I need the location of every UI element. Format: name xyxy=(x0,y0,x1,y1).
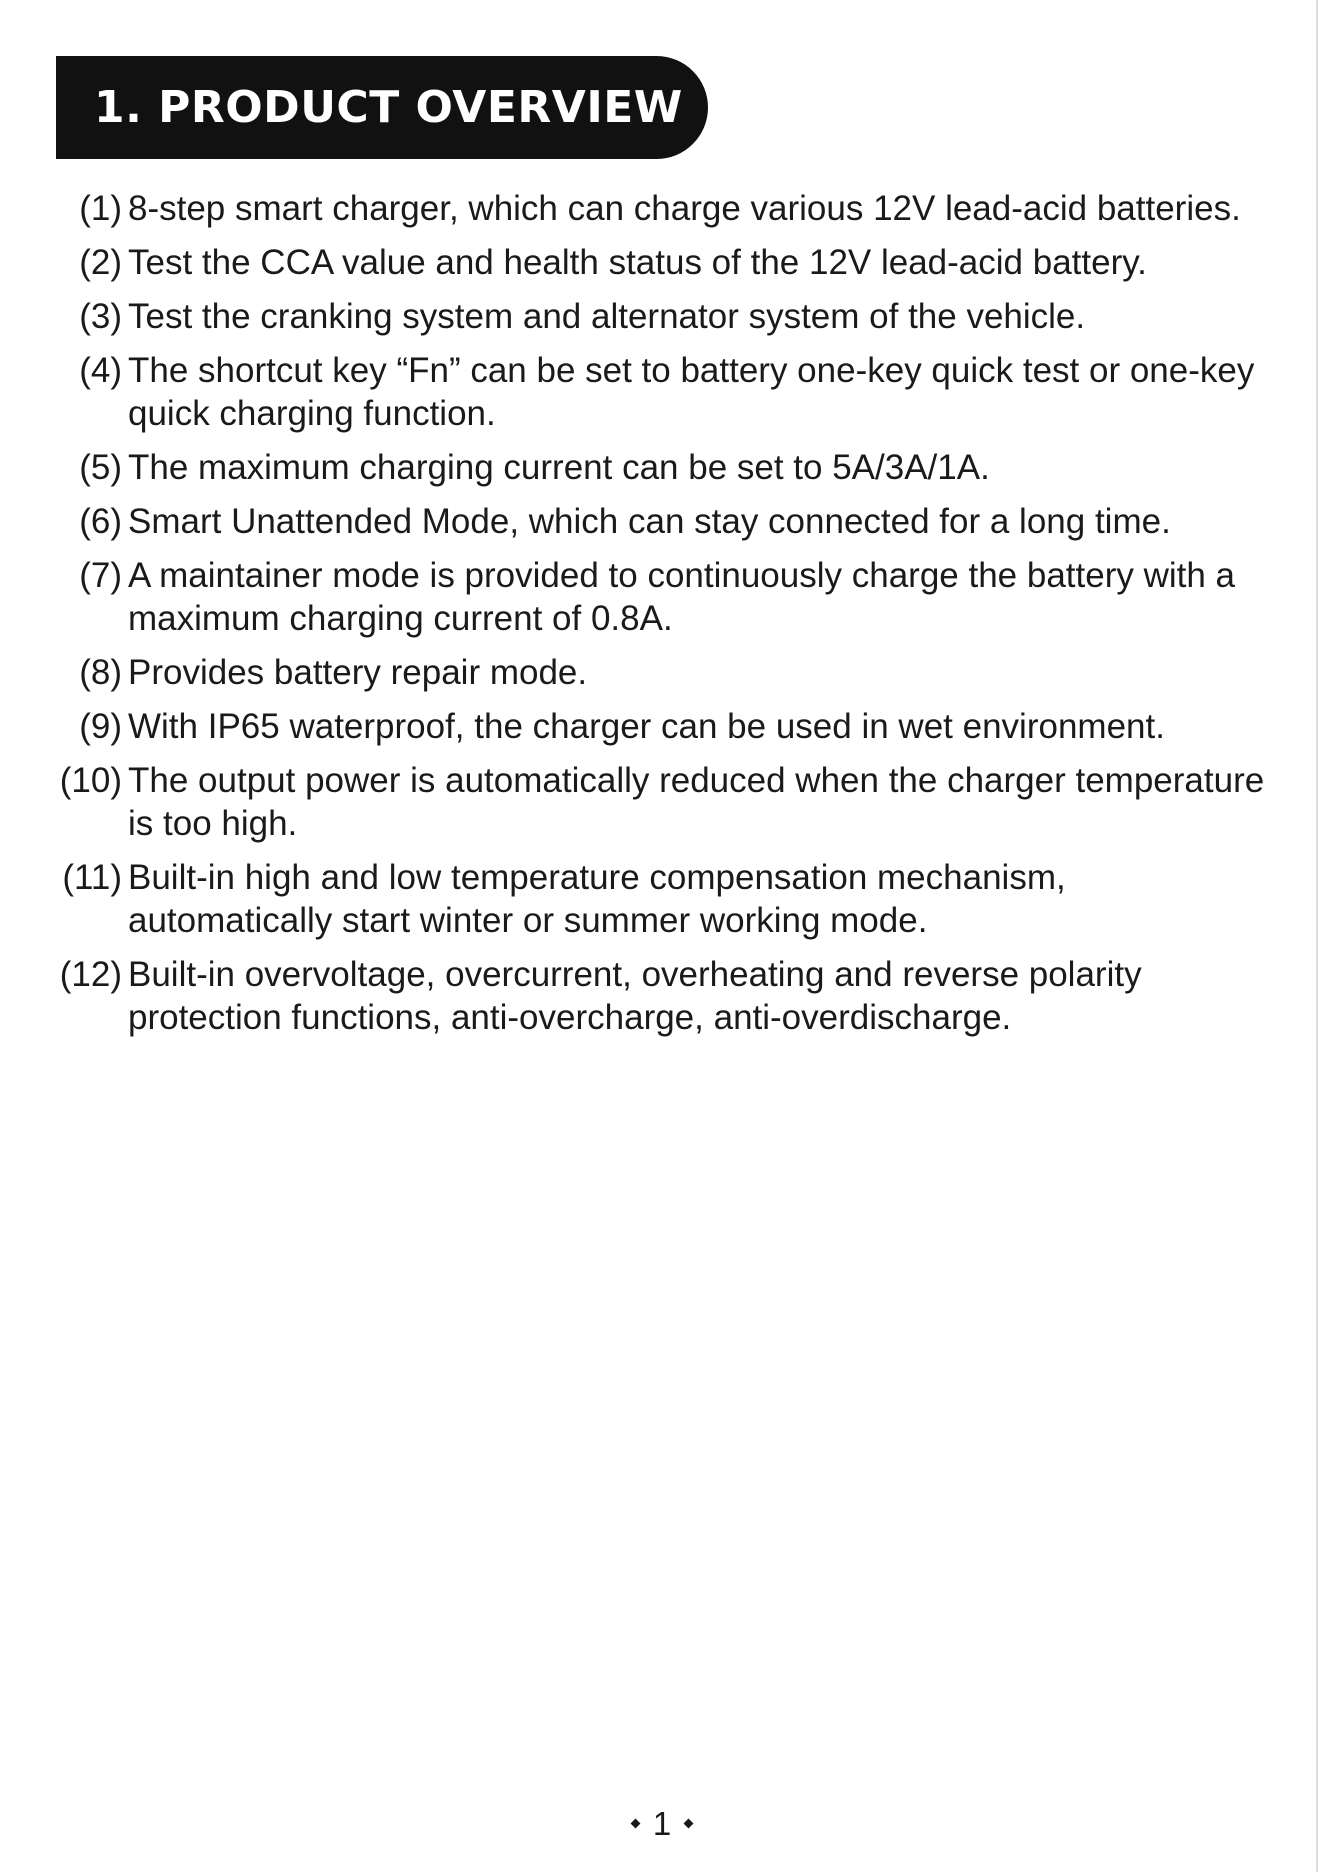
feature-number: (7) xyxy=(79,556,122,595)
feature-text: With IP65 waterproof, the charger can be used in wet environment. xyxy=(128,707,1165,746)
feature-item xyxy=(56,349,1276,435)
feature-list xyxy=(56,187,1276,1050)
feature-text: The maximum charging current can be set to 5A/3A/1A. xyxy=(128,448,990,487)
feature-number: (8) xyxy=(79,653,122,692)
feature-number: (12) xyxy=(59,955,122,994)
feature-item xyxy=(56,500,1276,543)
feature-number: (2) xyxy=(79,243,122,282)
feature-text: 8-step smart charger, which can charge various 12V lead-acid batteries. xyxy=(128,189,1241,228)
section-heading-banner xyxy=(56,56,708,159)
feature-text: Built-in overvoltage, overcurrent, overheating and reverse polarity protection functions, anti-overcharge, anti-overdischarge. xyxy=(128,955,1142,1037)
feature-item xyxy=(56,856,1276,942)
feature-item xyxy=(56,295,1276,338)
feature-number: (4) xyxy=(79,351,122,390)
page-edge-line xyxy=(1316,0,1318,1872)
feature-item xyxy=(56,446,1276,489)
section-heading: 1. PRODUCT OVERVIEW xyxy=(94,82,683,133)
feature-text: Smart Unattended Mode, which can stay connected for a long time. xyxy=(128,502,1171,541)
diamond-bullet-icon xyxy=(684,1818,694,1828)
feature-text: The shortcut key “Fn” can be set to battery one-key quick test or one-key quick charging function. xyxy=(128,351,1255,433)
feature-item xyxy=(56,187,1276,230)
feature-number: (1) xyxy=(79,189,122,228)
page-number: 1 xyxy=(652,1805,672,1842)
diamond-bullet-icon xyxy=(630,1818,640,1828)
feature-number: (10) xyxy=(59,761,122,800)
feature-text: Built-in high and low temperature compensation mechanism, automatically start winter or summer working mode. xyxy=(128,858,1066,940)
page-footer xyxy=(0,1804,1324,1844)
feature-number: (3) xyxy=(79,297,122,336)
feature-text: Test the cranking system and alternator system of the vehicle. xyxy=(128,297,1086,336)
feature-item xyxy=(56,759,1276,845)
feature-item xyxy=(56,554,1276,640)
feature-number: (5) xyxy=(79,448,122,487)
feature-number: (11) xyxy=(62,858,122,897)
feature-text: The output power is automatically reduced when the charger temperature is too high. xyxy=(128,761,1265,843)
feature-text: A maintainer mode is provided to continuously charge the battery with a maximum charging current of 0.8A. xyxy=(128,556,1236,638)
feature-text: Test the CCA value and health status of the 12V lead-acid battery. xyxy=(128,243,1147,282)
feature-item xyxy=(56,651,1276,694)
feature-item xyxy=(56,953,1276,1039)
feature-item xyxy=(56,241,1276,284)
feature-number: (6) xyxy=(79,502,122,541)
feature-text: Provides battery repair mode. xyxy=(128,653,588,692)
feature-item xyxy=(56,705,1276,748)
feature-number: (9) xyxy=(79,707,122,746)
